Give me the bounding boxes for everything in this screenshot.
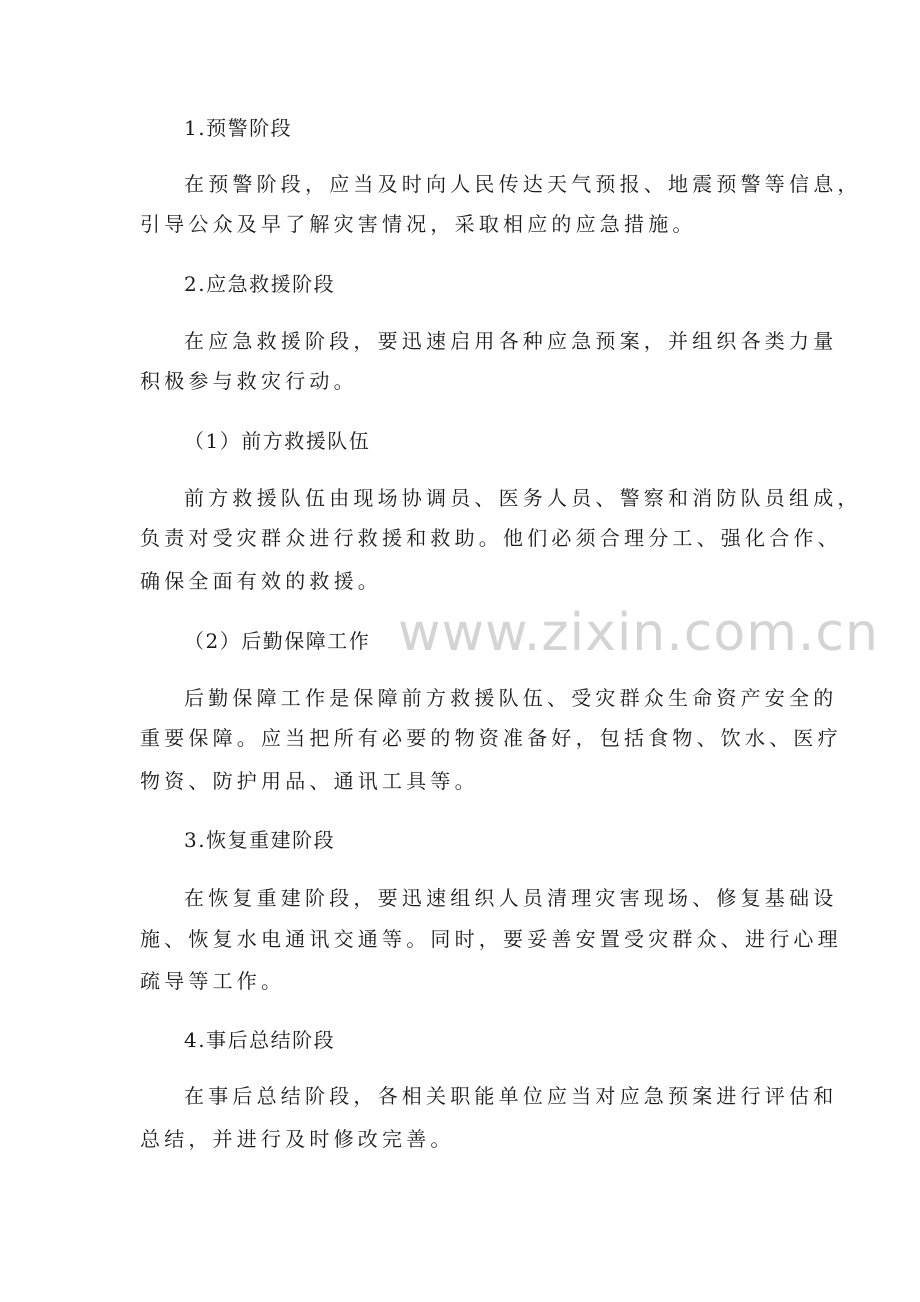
section-heading-rescue: 2.应急救援阶段 bbox=[184, 272, 336, 296]
subsection-heading-front-rescue: （1）前方救援队伍 bbox=[184, 429, 371, 453]
paragraph-summary-line-1: 在事后总结阶段，各相关职能单位应当对应急预案进行评估和 bbox=[184, 1084, 838, 1108]
paragraph-front-rescue-line-2: 负责对受灾群众进行救援和救助。他们必须合理分工、强化合作、 bbox=[140, 526, 842, 550]
watermark-text: www.zixin.com.cn bbox=[398, 603, 879, 663]
paragraph-recovery-line-3: 疏导等工作。 bbox=[140, 969, 286, 993]
paragraph-rescue-line-1: 在应急救援阶段，要迅速启用各种应急预案，并组织各类力量 bbox=[184, 329, 838, 353]
paragraph-logistics-line-3: 物资、防护用品、通讯工具等。 bbox=[140, 769, 479, 793]
paragraph-rescue-line-2: 积极参与救灾行动。 bbox=[140, 369, 358, 393]
paragraph-logistics-line-1: 后勤保障工作是保障前方救援队伍、受灾群众生命资产安全的 bbox=[184, 686, 838, 710]
section-heading-summary: 4.事后总结阶段 bbox=[184, 1028, 336, 1052]
paragraph-warning-line-1: 在预警阶段，应当及时向人民传达天气预报、地震预警等信息， bbox=[184, 172, 862, 196]
paragraph-recovery-line-1: 在恢复重建阶段，要迅速组织人员清理灾害现场、修复基础设 bbox=[184, 886, 838, 910]
paragraph-front-rescue-line-3: 确保全面有效的救援。 bbox=[140, 569, 382, 593]
paragraph-logistics-line-2: 重要保障。应当把所有必要的物资准备好，包括食物、饮水、医疗 bbox=[140, 726, 842, 750]
section-heading-recovery: 3.恢复重建阶段 bbox=[184, 828, 336, 852]
section-heading-warning: 1.预警阶段 bbox=[184, 116, 293, 140]
paragraph-front-rescue-line-1: 前方救援队伍由现场协调员、医务人员、警察和消防队员组成， bbox=[184, 486, 862, 510]
paragraph-recovery-line-2: 施、恢复水电通讯交通等。同时，要妥善安置受灾群众、进行心理 bbox=[140, 927, 842, 951]
paragraph-summary-line-2: 总结，并进行及时修改完善。 bbox=[140, 1127, 455, 1151]
subsection-heading-logistics: （2）后勤保障工作 bbox=[184, 629, 371, 653]
paragraph-warning-line-2: 引导公众及早了解灾害情况，采取相应的应急措施。 bbox=[140, 212, 697, 236]
